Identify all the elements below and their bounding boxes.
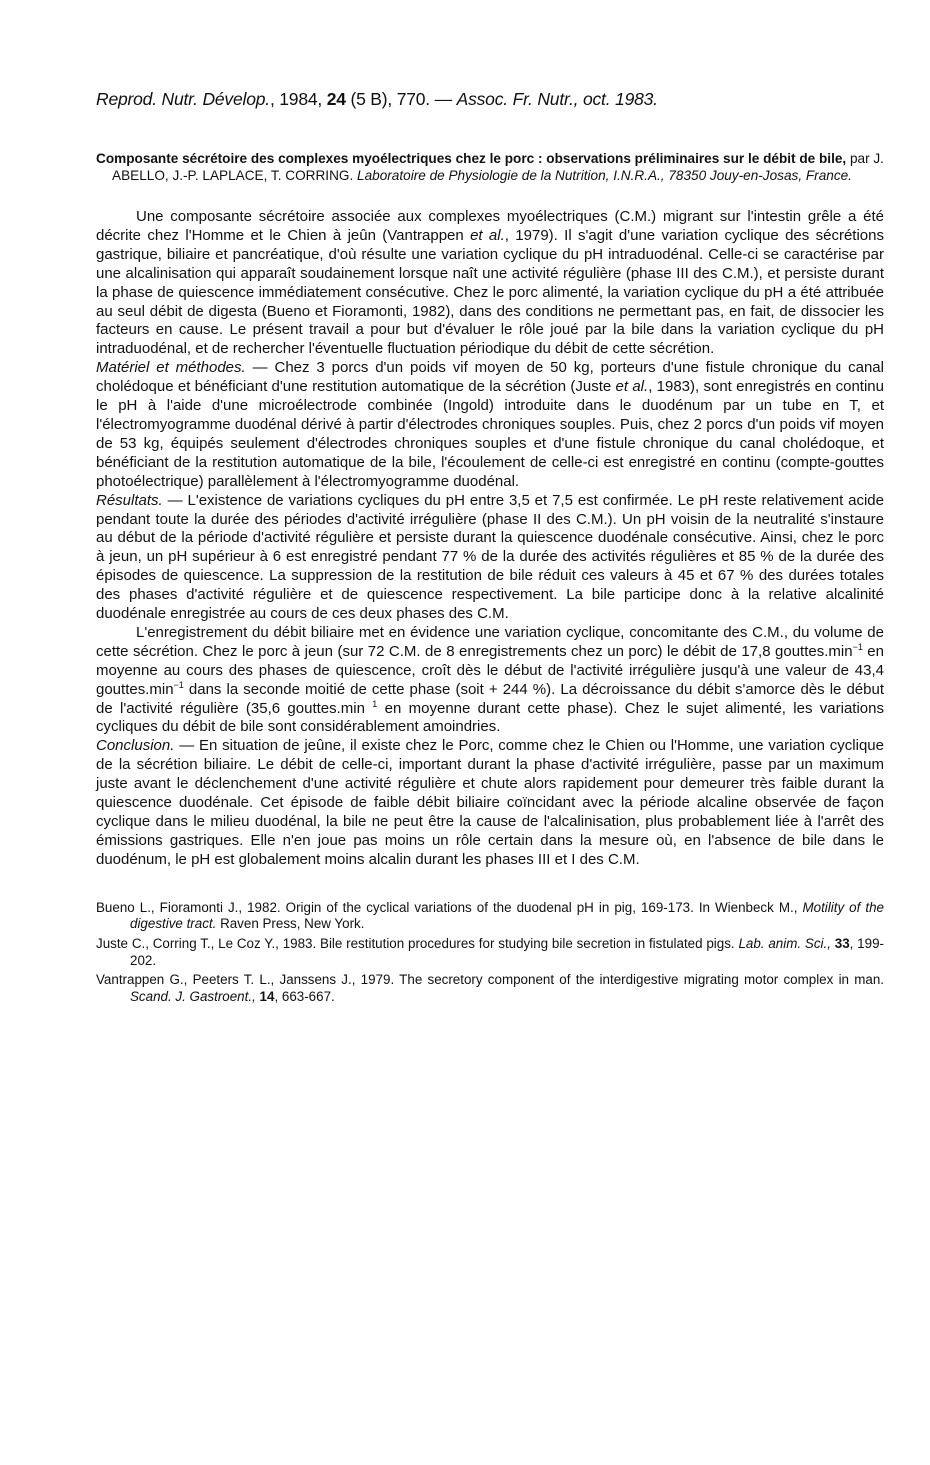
bile-text-c: dans la seconde moitié de cette phase (soit + 244 %). La décroissance du débit s'amorce dès le début de l'activité régulière (35,6 gouttes.min [96,680,884,717]
reference-volume: 33 [834,935,850,951]
methods-text: — Chez 3 porcs d'un poids vif moyen de 50 kg, porteurs d'une fistule chronique du canal cholédoque et bénéficiant d'une restitution automatique de la sécrétion (Juste [96,359,884,396]
bile-superscript-2: −1 [173,679,184,690]
methods-heading: Matériel et méthodes. [96,359,246,377]
references [96,900,884,1006]
journal-volume: 24 [326,89,346,109]
bile-paragraph [96,624,884,737]
association-info: Assoc. Fr. Nutr., oct. 1983. [456,89,658,109]
reference-volume: 14 [259,988,275,1004]
reference-source: Motility of the digestive tract. [130,899,884,932]
page [96,88,884,1008]
article-body [96,208,884,870]
reference-text: Bueno L., Fioramonti J., 1982. Origin of the cyclical variations of the duodenal pH in pig, 169-173. In Wienbeck M., [96,899,803,915]
results-text: — L'existence de variations cycliques du pH entre 3,5 et 7,5 est confirmée. Le pH reste relativement acide pendant toute la durée des périodes d'activité irrégulière (phase II des C.M.). Un pH voisin de la neutralité s'instaure au début de la période d'activité régulière et persiste durant la quiescence duodénale consécutive. Ainsi, chez le porc à jeun, un pH supérieur à 6 est enregistré pendant 77 % de la durée des activités régulières et 85 % de la durée des épisodes de quiescence. La suppression de la restitution de bile réduit ces valeurs à 45 et 67 % des durées totales des phases d'activité régulière et de quiescence respectivement. La bile participe donc à la relative alcalinité duodénale enregistrée au cours de ces deux phases des C.M. [96,491,884,623]
reference-source: Scand. J. Gastroent., [130,988,256,1004]
bile-text-d: en moyenne durant cette phase). Chez le sujet alimenté, les variations cycliques du débit de bile sont considérablement amoindries. [96,699,884,736]
bile-text-a: L'enregistrement du débit biliaire met en évidence une variation cyclique, concomitante des C.M., du volume de cette sécrétion. Chez le porc à jeun (sur 72 C.M. de 8 enregistrements chez un porc) le débit de 17,8 gouttes.min [96,623,884,660]
conclusion-text: — En situation de jeûne, il existe chez le Porc, comme chez le Chien ou l'Homme, une variation cyclique de la sécrétion biliaire. Le débit de celle-ci, important durant la phase d'activité irrégulière, passe par un maximum juste avant le déclenchement d'une activité régulière et chute alors rapidement pour demeurer très faible durant la quiescence duodénale. Cet épisode de faible débit biliaire coïncidant avec la période alcaline observée de façon cyclique dans le milieu duodénal, la bile ne peut être la cause de l'alcalinisation, plus probablement liée à l'arrêt des émissions gastriques. Elle n'en joue pas moins un rôle certain dans la mesure où, en l'absence de bile dans le duodénum, le pH est globalement moins alcalin durant les phases III et I des C.M. [96,737,884,868]
methods-text-cont: , 1983), sont enregistrés en continu le pH à l'aide d'une microélectrode combinée (Ingold) introduite dans le duodénum par un tube en T, et l'électromyogramme duodénal dérivé à partir d'électrodes chroniques souples. Puis, chez 2 porcs d'un poids vif moyen de 53 kg, équipés seulement d'électrodes chroniques souples et d'une fistule chronique du canal cholédoque, et bénéficiant de la restitution automatique de la bile, l'écoulement de celle-ci est enregistré en continu (compte-gouttes photoélectrique) parallèlement à l'électromyogramme duodénal. [96,378,884,490]
reference-item [96,972,884,1005]
reference-pages: , 663-667. [274,988,335,1004]
journal-issue: (5 B), 770. — [345,89,457,109]
reference-text: Vantrappen G., Peeters T. L., Janssens J., 1979. The secretory component of the interdigestive migrating motor complex in man. [96,972,884,988]
journal-year: , 1984, [269,89,327,109]
results-heading: Résultats. [96,491,163,509]
reference-source: Lab. anim. Sci., [738,935,831,951]
journal-name: Reprod. Nutr. Dévelop. [96,89,270,109]
intro-text: Une composante sécrétoire associée aux complexes myoélectriques (C.M.) migrant sur l'intestin grêle a été décrite chez l'Homme et le Chien à jeûn (Vantrappen [96,208,884,244]
reference-pages: , 199-202. [130,935,884,968]
bile-superscript-1: −1 [852,641,863,652]
article-authors: par J. ABELLO, J.-P. LAPLACE, T. CORRING. [112,151,884,183]
reference-item [96,936,884,969]
article-heading [96,150,884,184]
results-paragraph [96,492,884,624]
methods-paragraph [96,359,884,491]
reference-item [96,900,884,933]
reference-text: Juste C., Corring T., Le Coz Y., 1983. Bile restitution procedures for studying bile secretion in fistulated pigs. [96,935,739,951]
conclusion-heading: Conclusion. [96,737,175,755]
conclusion-paragraph [96,737,884,869]
intro-paragraph [96,208,884,359]
methods-etal: et al. [615,378,649,396]
article-affiliation: Laboratoire de Physiologie de la Nutrition, I.N.R.A., 78350 Jouy-en-Josas, France. [357,168,852,183]
intro-etal: et al. [470,226,505,244]
bile-superscript-3: 1 [372,698,378,709]
article-title: Composante sécrétoire des complexes myoélectriques chez le porc : observations préliminaires sur le débit de bile, [96,151,847,166]
reference-text-cont: Raven Press, New York. [216,916,365,932]
intro-text-cont: , 1979). Il s'agit d'une variation cyclique des sécrétions gastrique, biliaire et pancréatique, d'où résulte une variation cyclique du pH intraduodénal. Celle-ci se caractérise par une alcalinisation qui apparaît soudainement lorsque naît une activité régulière (phase III des C.M.), et persiste durant la phase de quiescence immédiatement consécutive. Chez le porc alimenté, la variation cyclique du pH a été attribuée au seul débit de digesta (Bueno et Fioramonti, 1982), dans des conditions ne permettant pas, en fait, de dissocier les facteurs en cause. Le présent travail a pour but d'évaluer le rôle joué par la bile dans la variation cyclique du pH intraduodénal, et de rechercher l'éventuelle fluctuation périodique du débit de cette sécrétion. [96,226,884,358]
bile-text-b: en moyenne au cours des phases de quiescence, croît dès le début de l'activité irrégulière jusqu'à une valeur de 43,4 gouttes.min [96,642,884,698]
journal-header [96,88,884,110]
